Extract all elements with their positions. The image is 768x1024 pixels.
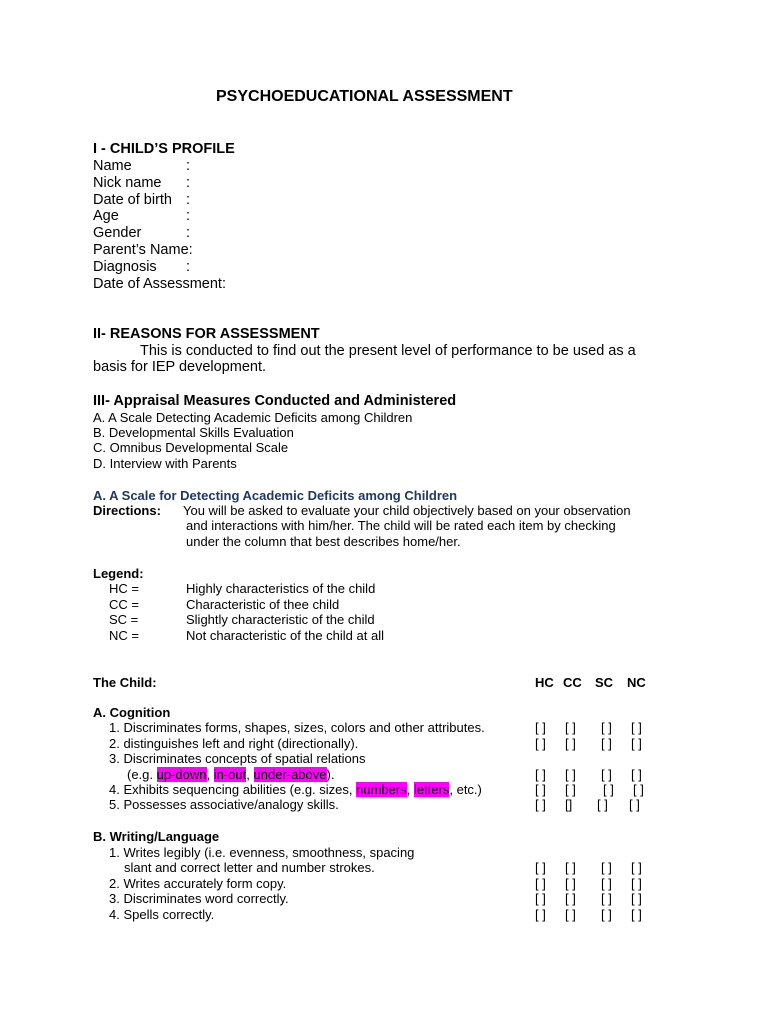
checkbox-sc[interactable]: [ ]	[603, 782, 614, 797]
text-span: 4. Exhibits sequencing abilities (e.g. sizes,	[109, 782, 357, 797]
legend-desc: Characteristic of thee child	[186, 597, 340, 612]
cognition-item-2: 2. distinguishes left and right (directionally).	[109, 736, 359, 751]
checkbox-cc[interactable]: [ ]	[565, 767, 576, 782]
writing-item-3: 3. Discriminates word correctly.	[109, 891, 289, 906]
text-span: ,	[246, 767, 254, 782]
checkbox-sc[interactable]: [ ]	[601, 876, 612, 891]
checkbox-sc[interactable]: [ ]	[601, 720, 612, 735]
profile-field-age: Age	[93, 208, 119, 224]
checkbox-hc[interactable]: [ ]	[535, 736, 546, 751]
cognition-item-3-examples	[127, 767, 334, 782]
column-header-sc: SC	[595, 675, 614, 690]
checkbox-hc[interactable]: [ ]	[535, 891, 546, 906]
checkbox-nc[interactable]: [ ]	[631, 720, 642, 735]
column-header-cc: CC	[563, 675, 582, 690]
measure-item: B. Developmental Skills Evaluation	[93, 425, 294, 440]
writing-item-1-cont: slant and correct letter and number strokes.	[124, 860, 375, 875]
directions-text-line2: and interactions with him/her. The child will be rated each item by checking	[186, 518, 616, 533]
measure-item: C. Omnibus Developmental Scale	[93, 440, 289, 455]
highlighted-term: up-down	[156, 767, 207, 782]
checkbox-cc[interactable]: [ ]	[565, 860, 576, 875]
checkbox-sc[interactable]: [ ]	[601, 907, 612, 922]
checkbox-nc[interactable]: [ ]	[631, 891, 642, 906]
writing-item-2: 2. Writes accurately form copy.	[109, 876, 287, 891]
profile-field-dob: Date of birth	[93, 192, 172, 208]
reasons-heading: II- REASONS FOR ASSESSMENT	[93, 326, 320, 342]
profile-heading: I - CHILD’S PROFILE	[93, 141, 235, 157]
profile-field-date-assessment: Date of Assessment:	[93, 276, 226, 292]
checkbox-hc[interactable]: [ ]	[535, 782, 546, 797]
cognition-item-3: 3. Discriminates concepts of spatial relations	[109, 751, 366, 766]
profile-field-gender: Gender	[93, 225, 142, 241]
profile-colon: :	[186, 158, 191, 174]
checkbox-cc[interactable]: [ ]	[565, 736, 576, 751]
legend-code: NC =	[109, 628, 139, 643]
highlighted-term: in-out	[213, 767, 247, 782]
checkbox-cc[interactable]: [ ]	[565, 891, 576, 906]
text-span: (e.g.	[127, 767, 157, 782]
highlighted-term: letters	[413, 782, 450, 797]
checkbox-nc[interactable]: [ ]	[631, 876, 642, 891]
reasons-text-line1: This is conducted to find out the present level of performance to be used as a	[140, 343, 636, 359]
legend-code: CC =	[109, 597, 139, 612]
checkbox-sc[interactable]: [ ]	[601, 736, 612, 751]
directions-label: Directions:	[93, 503, 161, 518]
checkbox-nc[interactable]: [ ]	[631, 767, 642, 782]
page-title: PSYCHOEDUCATIONAL ASSESSMENT	[216, 88, 513, 105]
text-span: ,	[406, 782, 414, 797]
legend-code: HC =	[109, 581, 139, 596]
checkbox-hc[interactable]: [ ]	[535, 720, 546, 735]
text-span: ).	[326, 767, 335, 782]
profile-field-diagnosis: Diagnosis	[93, 259, 157, 275]
cognition-heading: A. Cognition	[93, 705, 171, 720]
checkbox-cc[interactable]: [ ]	[565, 720, 576, 735]
checkbox-nc[interactable]: [ ]	[631, 860, 642, 875]
cognition-item-5: 5. Possesses associative/analogy skills.	[109, 797, 339, 812]
legend-desc: Slightly characteristic of the child	[186, 612, 375, 627]
legend-desc: Highly characteristics of the child	[186, 581, 376, 596]
checkbox-hc[interactable]: [ ]	[535, 907, 546, 922]
profile-colon: :	[186, 225, 191, 241]
child-label: The Child:	[93, 675, 157, 690]
profile-colon: :	[186, 208, 191, 224]
writing-item-1: 1. Writes legibly (i.e. evenness, smoothness, spacing	[109, 845, 415, 860]
checkbox-nc[interactable]: [ ]	[633, 782, 644, 797]
cognition-item-1: 1. Discriminates forms, shapes, sizes, colors and other attributes.	[109, 720, 485, 735]
measures-heading: III- Appraisal Measures Conducted and Administered	[93, 393, 457, 409]
text-span: , etc.)	[449, 782, 482, 797]
writing-item-4: 4. Spells correctly.	[109, 907, 215, 922]
checkbox-hc[interactable]: [ ]	[535, 797, 546, 812]
profile-field-nickname: Nick name	[93, 175, 162, 191]
checkbox-nc[interactable]: [ ]	[629, 797, 640, 812]
checkbox-sc[interactable]: [ ]	[601, 860, 612, 875]
checkbox-nc[interactable]: [ ]	[631, 907, 642, 922]
profile-colon: :	[186, 192, 191, 208]
checkbox-hc[interactable]: [ ]	[535, 860, 546, 875]
measure-item: A. A Scale Detecting Academic Deficits among Children	[93, 410, 413, 425]
cognition-item-4	[109, 782, 482, 797]
scale-heading: A. A Scale for Detecting Academic Deficits among Children	[93, 488, 458, 503]
profile-colon: :	[186, 175, 191, 191]
checkbox-sc[interactable]: [ ]	[601, 891, 612, 906]
column-header-nc: NC	[627, 675, 646, 690]
checkbox-cc[interactable]: []	[565, 797, 573, 812]
directions-text-line1: You will be asked to evaluate your child objectively based on your observation	[183, 503, 631, 518]
legend-heading: Legend:	[93, 566, 144, 581]
profile-field-parent: Parent’s Name:	[93, 242, 193, 258]
checkbox-cc[interactable]: [ ]	[565, 907, 576, 922]
legend-code: SC =	[109, 612, 139, 627]
directions-text-line3: under the column that best describes home/her.	[186, 534, 461, 549]
checkbox-cc[interactable]: [ ]	[565, 876, 576, 891]
checkbox-hc[interactable]: [ ]	[535, 767, 546, 782]
profile-field-name: Name	[93, 158, 132, 174]
measure-item: D. Interview with Parents	[93, 456, 237, 471]
legend-desc: Not characteristic of the child at all	[186, 628, 384, 643]
reasons-text-line2: basis for IEP development.	[93, 359, 267, 375]
checkbox-sc[interactable]: [ ]	[597, 797, 608, 812]
checkbox-cc[interactable]: [ ]	[565, 782, 576, 797]
writing-heading: B. Writing/Language	[93, 829, 220, 844]
highlighted-term: under-above	[253, 767, 327, 782]
profile-colon: :	[186, 259, 191, 275]
column-header-hc: HC	[535, 675, 554, 690]
highlighted-term: numbers	[356, 782, 407, 797]
checkbox-nc[interactable]: [ ]	[631, 736, 642, 751]
checkbox-hc[interactable]: [ ]	[535, 876, 546, 891]
text-span: ,	[206, 767, 214, 782]
checkbox-sc[interactable]: [ ]	[601, 767, 612, 782]
